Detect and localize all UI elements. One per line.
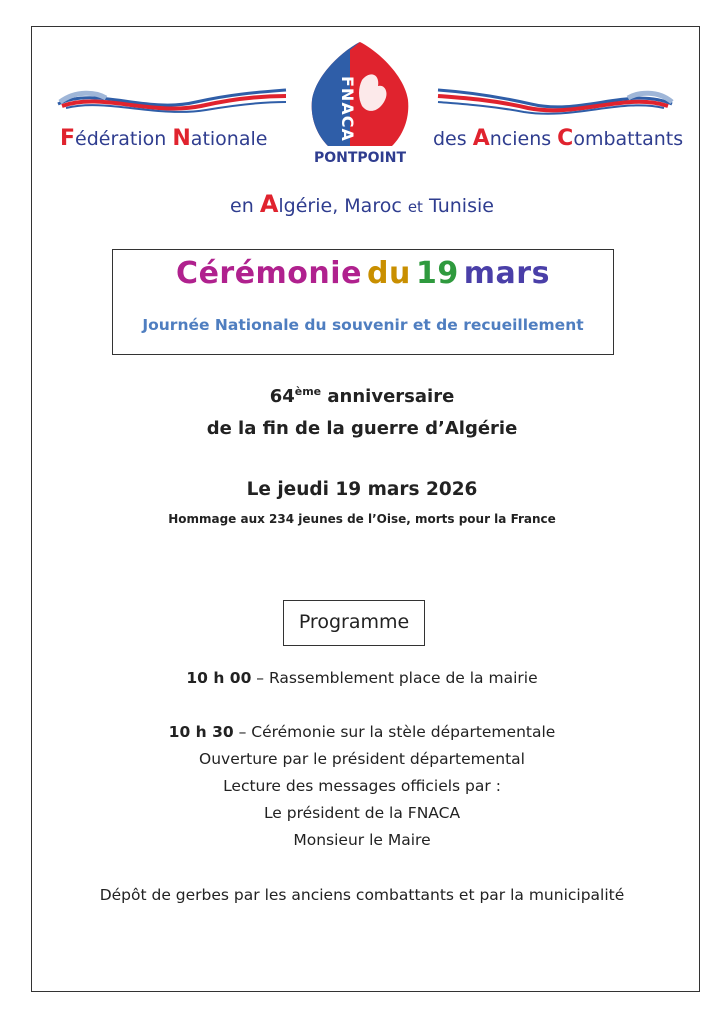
title-word-19: 19 bbox=[415, 256, 459, 291]
programme-item-2: 10 h 30 – Cérémonie sur la stèle départementale bbox=[168, 723, 556, 741]
title-word-du: du bbox=[367, 256, 411, 291]
ceremony-box bbox=[112, 249, 614, 355]
ceremony-subtitle: Journée Nationale du souvenir et de recueillement bbox=[142, 316, 584, 334]
event-date: Le jeudi 19 mars 2026 bbox=[246, 479, 478, 500]
programme-label: Programme bbox=[298, 611, 410, 633]
programme-item-2-line-3: Le président de la FNACA bbox=[263, 804, 461, 822]
ceremony-title bbox=[113, 256, 613, 291]
programme-closing: Dépôt de gerbes par les anciens combattants et par la municipalité bbox=[99, 886, 625, 904]
left-ribbon bbox=[56, 84, 288, 118]
right-ribbon bbox=[436, 84, 676, 118]
title-word-mars: mars bbox=[463, 256, 550, 291]
programme-item-2-line-4: Monsieur le Maire bbox=[293, 831, 431, 849]
anniversary-line-2: de la fin de la guerre d’Algérie bbox=[206, 418, 518, 439]
logo-vertical-text: FNACA bbox=[338, 76, 357, 142]
fnaca-logo bbox=[304, 40, 416, 170]
federation-name-left: Fédération Nationale bbox=[60, 126, 268, 151]
title-word-ceremonie: Cérémonie bbox=[176, 256, 362, 291]
federation-region: en Algérie, Maroc et Tunisie bbox=[230, 190, 494, 218]
programme-item-2-line-1: Ouverture par le président départemental bbox=[199, 750, 525, 768]
federation-name-right: des Anciens Combattants bbox=[433, 126, 684, 151]
logo-town-text: PONTPOINT bbox=[313, 150, 407, 166]
hommage-text: Hommage aux 234 jeunes de l’Oise, morts pour la France bbox=[168, 512, 556, 526]
anniversary-line-1: 64ème anniversaire bbox=[269, 385, 455, 407]
programme-item-1: 10 h 00 – Rassemblement place de la mairie bbox=[186, 669, 538, 687]
programme-item-2-line-2: Lecture des messages officiels par : bbox=[223, 777, 501, 795]
programme-box bbox=[283, 600, 425, 646]
